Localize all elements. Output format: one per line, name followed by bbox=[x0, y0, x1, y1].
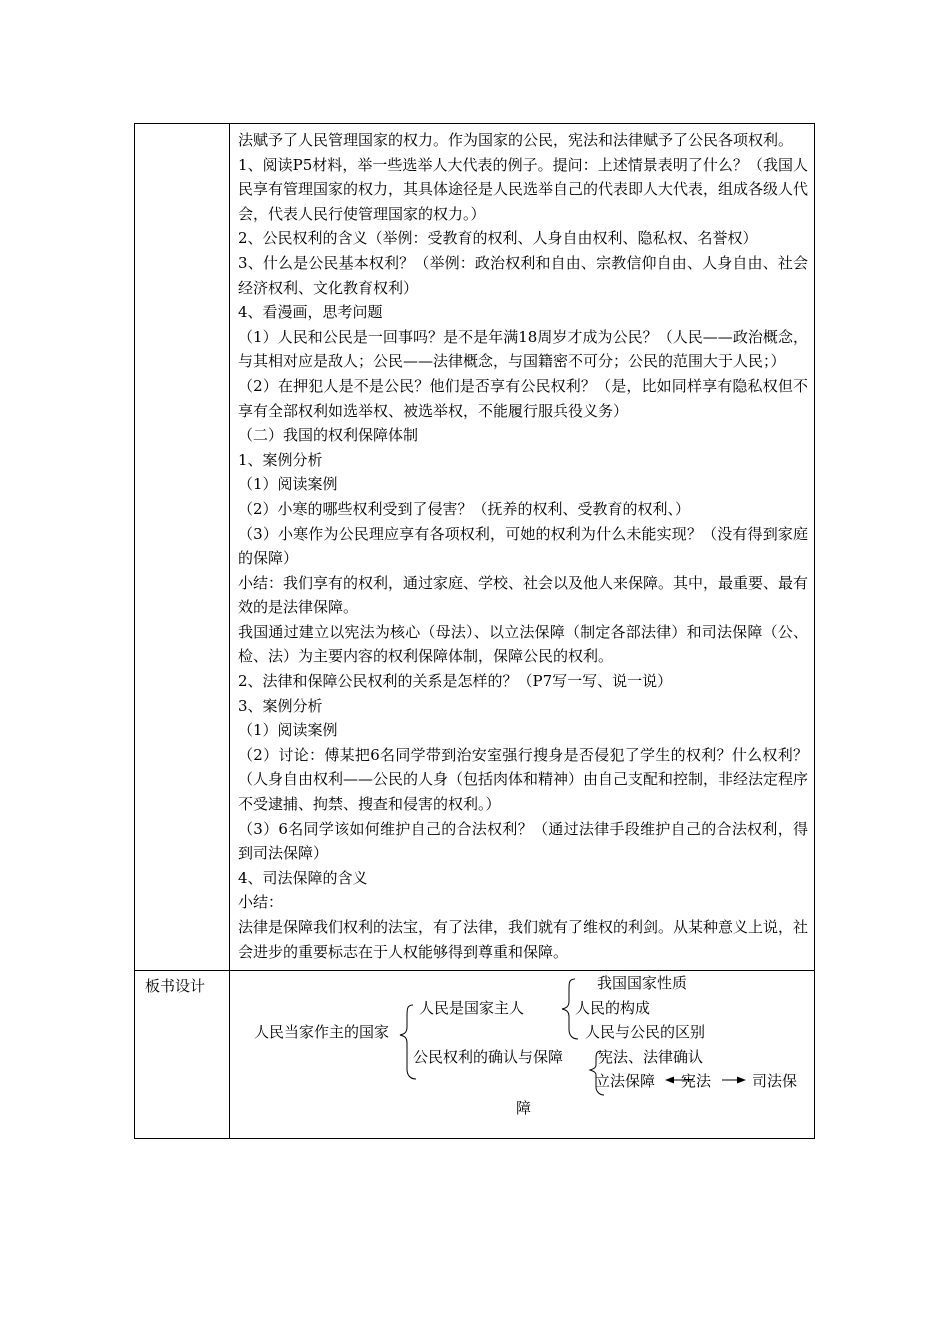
board-design-cell bbox=[230, 971, 815, 1139]
board-item-people-citizen-difference: 人民与公民的区别 bbox=[585, 1023, 706, 1042]
board-item-constitution-confirm: 宪法、法律确认 bbox=[598, 1048, 704, 1067]
paragraph: 1、案例分析 bbox=[238, 450, 323, 469]
section-heading: （二）我国的权利保障体制 bbox=[238, 426, 419, 445]
paragraph: 3、案例分析 bbox=[238, 696, 323, 715]
paragraph: （2）在押犯人是不是公民？他们是否享有公民权利？（是，比如同样享有隐私权但不享有全部权利如选举权、被选举权，不能履行服兵役义务） bbox=[238, 376, 808, 420]
summary-paragraph: 小结：我们享有的权利，通过家庭、学校、社会以及他人来保障。其中，最重要、最有效的是法律保障。 bbox=[238, 573, 809, 617]
summary-label: 小结： bbox=[238, 893, 284, 912]
paragraph: （2）讨论：傅某把6名同学带到治安室强行搜身是否侵犯了学生的权利？什么权利？（人身自由权利——公民的人身（包括肉体和精神）由自己支配和控制，非经法定程序不受逮捕、拘禁、搜查和侵害的权利。） bbox=[238, 745, 809, 814]
paragraph: 我国通过建立以宪法为核心（母法）、以立法保障（制定各部法律）和司法保障（公、检、法）为主要内容的权利保障体制，保障公民的权利。 bbox=[238, 622, 808, 666]
paragraph: （1）阅读案例 bbox=[238, 475, 338, 494]
paragraph: （1）阅读案例 bbox=[238, 721, 338, 740]
board-design-row bbox=[135, 971, 815, 1139]
paragraph: 3、什么是公民基本权利？（举例：政治权利和自由、宗教信仰自由、人身自由、社会经济权利、文化教育权利） bbox=[238, 253, 808, 297]
board-item-constitution: 宪法 bbox=[681, 1072, 712, 1091]
paragraph: 1、阅读P5材料，举一些选举人大代表的例子。提问：上述情景表明了什么？（我国人民享有管理国家的权力，其具体途径是人民选举自己的代表即人大代表，组成各级人代会，代表人民行使管理国家的权力。） bbox=[238, 155, 809, 223]
teaching-process-cell bbox=[230, 124, 815, 971]
board-item-people-composition: 人民的构成 bbox=[575, 999, 651, 1018]
arrow-left-head bbox=[665, 1077, 674, 1084]
paragraph: 法赋予了人民管理国家的权力。作为国家的公民，宪法和法律赋予了公民各项权利。 bbox=[238, 131, 794, 149]
arrow-right-head bbox=[737, 1077, 746, 1084]
lesson-plan-table bbox=[134, 123, 815, 1139]
board-root: 人民当家作主的国家 bbox=[254, 1023, 390, 1042]
content-row bbox=[135, 124, 815, 971]
paragraph: 2、法律和保障公民权利的关系是怎样的？（P7写一写、说一说） bbox=[238, 672, 673, 691]
paragraph: 4、司法保障的含义 bbox=[238, 868, 368, 887]
paragraph: （3）6名同学该如何维护自己的合法权利？（通过法律手段维护自己的合法权利，得到司法保障） bbox=[238, 819, 808, 863]
board-item-judicial-guarantee-tail: 障 bbox=[516, 1099, 532, 1118]
paragraph: （2）小寒的哪些权利受到了侵害？（抚养的权利、受教育的权利、） bbox=[238, 499, 691, 518]
board-diagram bbox=[230, 971, 814, 1138]
row-label-empty bbox=[135, 124, 230, 971]
board-item-state-nature: 我国国家性质 bbox=[597, 974, 688, 993]
board-branch-people-master: 人民是国家主人 bbox=[419, 999, 525, 1018]
board-branch-citizen-rights: 公民权利的确认与保障 bbox=[413, 1048, 564, 1067]
board-item-judicial-guarantee: 司法保 bbox=[752, 1072, 798, 1091]
paragraph: 2、公民权利的含义（举例：受教育的权利、人身自由权利、隐私权、名誉权） bbox=[238, 229, 758, 248]
summary-paragraph: 法律是保障我们权利的法宝，有了法律，我们就有了维权的利剑。从某种意义上说，社会进步的重要标志在于人权能够得到尊重和保障。 bbox=[238, 918, 809, 961]
board-design-label-cell bbox=[135, 971, 230, 1139]
board-item-legislative-guarantee: 立法保障 bbox=[595, 1072, 656, 1091]
paragraph: （3）小寒作为公民理应享有各项权利，可她的权利为什么未能实现？（没有得到家庭的保障） bbox=[238, 524, 808, 568]
paragraph: 4、看漫画，思考问题 bbox=[238, 303, 383, 322]
paragraph: （1）人民和公民是一回事吗？是不是年满18周岁才成为公民？（人民——政治概念，与其相对应是敌人；公民——法律概念，与国籍密不可分；公民的范围大于人民；） bbox=[238, 327, 808, 371]
board-design-label: 板书设计 bbox=[145, 977, 206, 996]
